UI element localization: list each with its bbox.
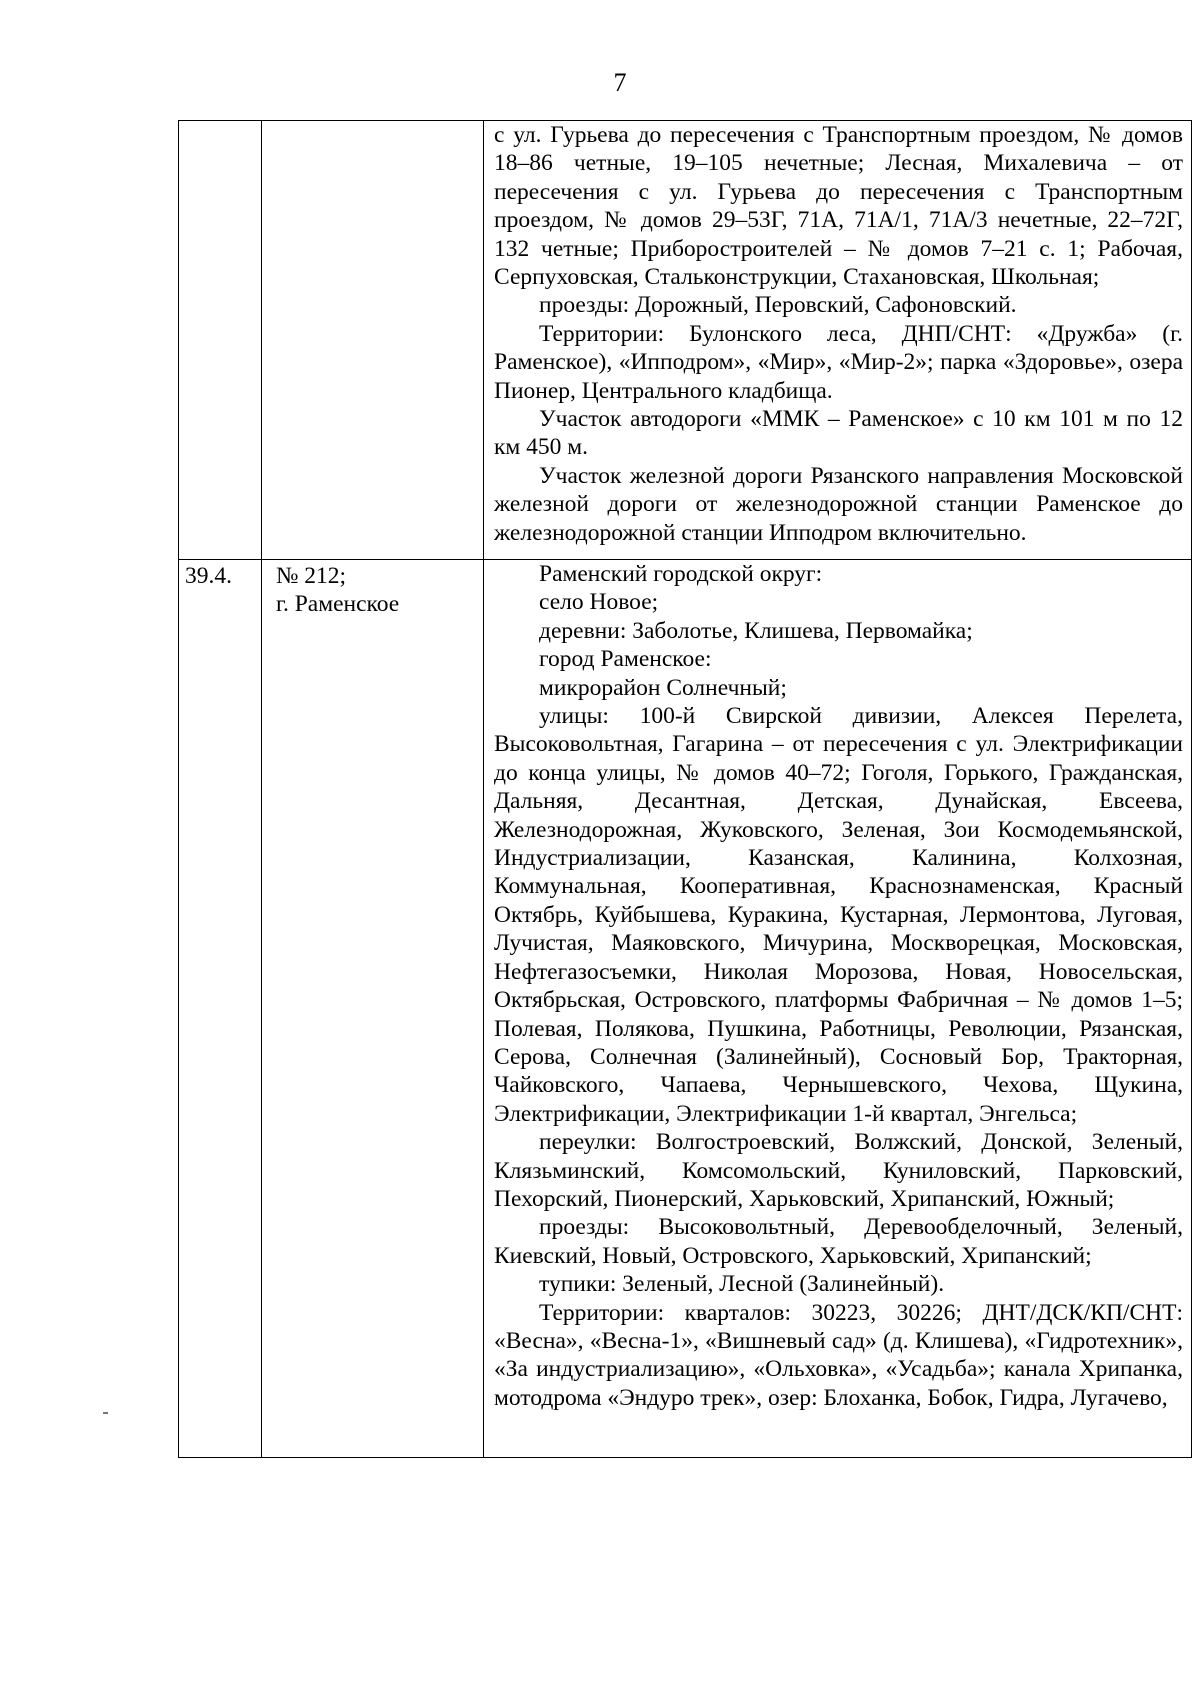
scan-mark [103,1412,108,1414]
description-paragraph: Территории: кварталов: 30223, 30226; ДНТ/ДСК/КП/СНТ: «Весна», «Весна-1», «Вишневый сад» (д. Клишева), «Гидротехник», «За индустриализацию», «Ольховка», «Усадьба»; канала Хрипанка, мотодрома «Эндуро трек», озер: Блоханка, Бобок, Гидра, Лугачево, [494,1299,1183,1411]
table-row [179,121,1192,560]
description-paragraph: город Раменское: [539,646,712,673]
description-paragraph: деревни: Заболотье, Клишева, Первомайка; [539,617,973,644]
description-paragraph: проезды: Высоковольтный, Деревообделочный, Зеленый, Киевский, Новый, Островского, Харьковский, Хрипанский; [494,1214,1183,1269]
district-number: № 212; [276,563,347,589]
description-cell [484,121,1192,560]
description-paragraph: Участок железной дороги Рязанского направления Московской железной дороги от железнодорожной станции Раменское до железнодорожной станции Ипподром включительно. [494,462,1183,546]
district-city: г. Раменское [276,591,400,618]
description-paragraph: Территории: Булонского леса, ДНП/СНТ: «Дружба» (г. Раменское), «Ипподром», «Мир», «Мир-2»; парка «Здоровье», озера Пионер, Центрального кладбища. [494,320,1183,404]
description-paragraph: проезды: Дорожный, Перовский, Сафоновский. [539,292,1017,319]
row-number: 39.4. [185,563,232,589]
description-paragraph: микрорайон Солнечный; [539,674,787,701]
row-number-cell [179,121,262,560]
row-number-cell [179,560,262,1458]
table-row [179,560,1192,1458]
description-cell [484,560,1192,1458]
description-paragraph: переулки: Волгостроевский, Волжский, Донской, Зеленый, Клязьминский, Комсомольский, Куниловский, Парковский, Пехорский, Пионерский, Харьковский, Хрипанский, Южный; [494,1129,1183,1212]
district-table [178,120,1192,1458]
description-paragraph: Раменский городской округ: [539,561,823,587]
description-paragraph: с ул. Гурьева до пересечения с Транспортным проездом, № домов 18–86 четные, 19–105 нечетные; Лесная, Михалевича – от пересечения с ул. Гурьева до пересечения с Транспортным проездом, № домов 29–53Г, 71А, 71А/1, 71А/3 нечетные, 22–72Г, 132 четные; Приборостроителей – № домов 7–21 с. 1; Рабочая, Серпуховская, Стальконструкции, Стахановская, Школьная; [494,122,1183,291]
description-paragraph: Участок автодороги «ММК – Раменское» с 10 км 101 м по 12 км 450 м. [494,406,1183,461]
description-paragraph: улицы: 100-й Свирской дивизии, Алексея Перелета, Высоковольтная, Гагарина – от пересечения с ул. Электрификации до конца улицы, № домов 40–72; Гоголя, Горького, Гражданская, Дальняя, Десантная, Детская, Дунайская, Евсеева, Железнодорожная, Жуковского, Зеленая, Зои Космодемьянской, Индустриализации, Казанская, Калинина, Колхозная, Коммунальная, Кооперативная, Краснознаменская, Красный Октябрь, Куйбышева, Куракина, Кустарная, Лермонтова, Луговая, Лучистая, Маяковского, Мичурина, Москворецкая, Московская, Нефтегазосъемки, Николая Морозова, Новая, Новосельская, Октябрьская, Островского, платформы Фабричная – № домов 1–5; Полевая, Полякова, Пушкина, Работницы, Революции, Рязанская, Серова, Солнечная (Залинейный), Сосновый Бор, Тракторная, Чайковского, Чапаева, Чернышевского, Чехова, Щукина, Электрификации, Электрификации 1-й квартал, Энгельса; [494,703,1183,1127]
page-number: 7 [613,68,627,97]
district-cell [262,121,484,560]
description-paragraph: село Новое; [539,589,659,616]
district-cell [262,560,484,1458]
description-paragraph: тупики: Зеленый, Лесной (Залинейный). [539,1271,945,1298]
